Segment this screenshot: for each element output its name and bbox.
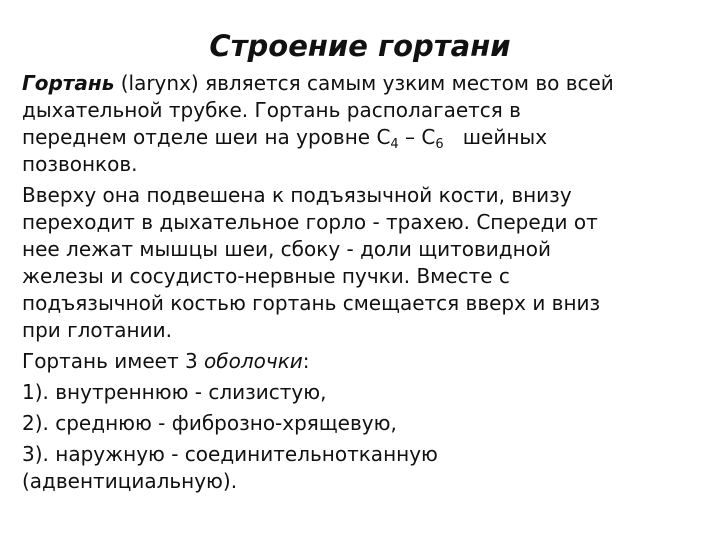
text-line: 1). внутреннюю - слизистую, — [22, 380, 327, 404]
list-item-middle-membrane — [22, 410, 706, 437]
page-title: Строение гортани — [209, 29, 511, 63]
text-fragment: шейных — [443, 125, 548, 149]
list-item-inner-membrane — [22, 379, 706, 406]
paragraph-membranes-intro — [22, 348, 706, 375]
text-line: Вверху она подвешена к подъязычной кости, внизу — [22, 183, 572, 207]
text-line: 2). среднюю - фиброзно-хрящевую, — [22, 411, 397, 435]
text-fragment: (larynx) является самым узким местом во всей — [114, 71, 614, 95]
paragraph-larynx-definition — [22, 70, 706, 178]
text-line: нее лежат мышцы шеи, сбоку - доли щитовидной — [22, 237, 551, 261]
text-line: подъязычной костью гортань смещается вверх и вниз — [22, 291, 601, 315]
text-line: при глотании. — [22, 318, 172, 342]
text-line: (адвентициальную). — [22, 469, 238, 493]
text-fragment: Гортань имеет 3 — [22, 349, 205, 373]
body-text — [22, 70, 706, 495]
text-line — [22, 124, 706, 152]
text-line — [22, 348, 706, 375]
text-fragment: переднем отделе шеи на уровне C — [22, 125, 391, 149]
text-line: 3). наружную - соединительнотканную — [22, 442, 438, 466]
term-larynx: Гортань — [22, 71, 115, 95]
text-line: железы и сосудисто-нервные пучки. Вместе с — [22, 264, 510, 288]
subscript-c4: 4 — [390, 137, 399, 152]
text-line — [22, 70, 706, 97]
subscript-c6: 6 — [435, 137, 444, 152]
text-fragment: – C — [398, 125, 436, 149]
text-line: позвонков. — [22, 152, 138, 176]
paragraph-larynx-position — [22, 182, 706, 344]
list-item-outer-membrane — [22, 441, 706, 495]
term-membranes: оболочки — [204, 349, 303, 373]
text-line: дыхательной трубке. Гортань располагается в — [22, 98, 521, 122]
text-fragment: : — [302, 349, 310, 373]
text-line: переходит в дыхательное горло - трахею. Спереди от — [22, 210, 598, 234]
